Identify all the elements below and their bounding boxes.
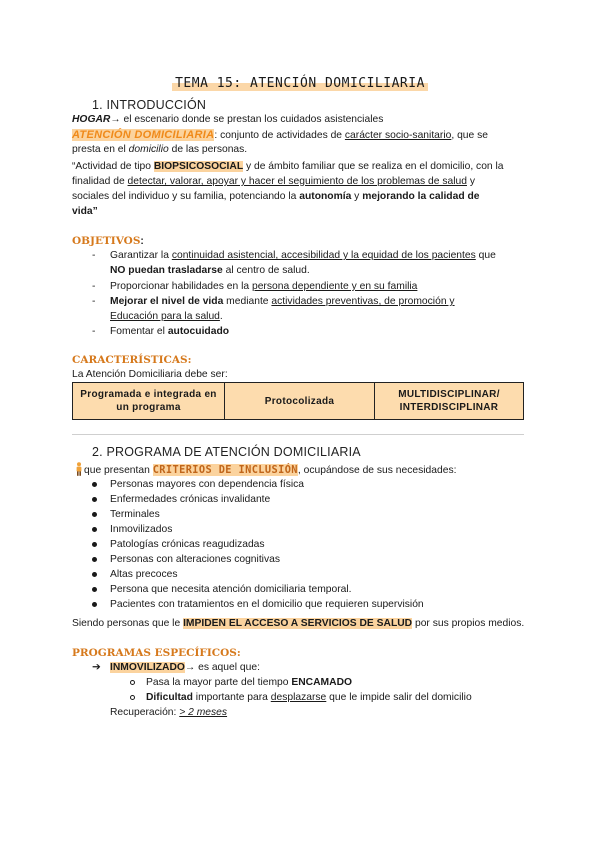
bullet-icon [92,587,97,592]
objetivo-item-1: Garantizar la continuidad asistencial, accesibilidad y la equidad de los pacientes que [110,250,496,261]
list-item-text: Altas precoces [110,569,178,580]
siendo-line: Siendo personas que le IMPIDEN EL ACCESO A SERVICIOS DE SALUD por sus propios medios. [72,618,525,629]
circle-bullet-icon [130,680,135,685]
objetivos-heading: OBJETIVOS: [72,235,144,247]
person-icon [74,462,84,476]
list-item-text: Personas mayores con dependencia física [110,479,305,490]
objetivo-item-1-cont: NO puedan trasladarse al centro de salud. [110,265,310,276]
sub-item-1: Pasa la mayor parte del tiempo ENCAMADO [146,677,353,688]
objetivo-item-4: Fomentar el autocuidado [110,326,230,337]
list-item [92,478,97,492]
table-cell: MULTIDISCIPLINAR/ INTERDISCIPLINAR [375,383,523,419]
hogar-line: HOGAR→ el escenario donde se prestan los cuidados asistenciales [72,114,384,125]
recuperacion-line: Recuperación: > 2 meses [110,707,228,718]
dash-marker: - [92,326,96,337]
objetivo-item-3-cont: Educación para la salud. [110,311,223,322]
list-item [92,598,97,612]
sub-list-item [130,676,135,690]
bullet-icon [92,557,97,562]
list-item-text: Enfermedades crónicas invalidante [110,494,271,505]
list-item [92,538,97,552]
inclusion-intro: que presentan CRITERIOS DE INCLUSIÓN, ocupándose de sus necesidades: [84,464,457,476]
bullet-icon [92,512,97,517]
caracteristicas-table [72,382,524,420]
page-title: TEMA 15: ATENCIÓN DOMICILIARIA [0,76,600,91]
list-item-text: Inmovilizados [110,524,173,535]
list-item-text: Patologías crónicas reagudizadas [110,539,265,550]
list-item [92,523,97,537]
list-item [92,568,97,582]
programas-heading: PROGRAMAS ESPECÍFICOS: [72,647,241,659]
bullet-icon [92,602,97,607]
sub-item-2: Dificultad importante para desplazarse que le impide salir del domicilio [146,692,472,703]
table-cell: Protocolizada [225,383,375,419]
quote-line1: “Actividad de tipo BIOPSICOSOCIAL y de ámbito familiar que se realiza en el domicilio, con la [72,161,504,172]
list-item [92,553,97,567]
objetivo-item-2: Proporcionar habilidades en la persona dependiente y en su familia [110,281,418,292]
bullet-icon [92,542,97,547]
list-item-text: Terminales [110,509,160,520]
sub-list-item [130,691,135,705]
list-item [92,493,97,507]
list-item-text: Persona que necesita atención domiciliaria temporal. [110,584,352,595]
dash-marker: - [92,250,96,261]
table-cell: Programada e integrada en un programa [73,383,225,419]
list-item [92,583,97,597]
objetivo-item-3: Mejorar el nivel de vida mediante actividades preventivas, de promoción y [110,296,455,307]
bullet-icon [92,497,97,502]
caracteristicas-heading: CARACTERÍSTICAS: [72,354,192,366]
bullet-icon [92,572,97,577]
atencion-definition-line2: presta en el domicilio de las personas. [72,144,248,155]
quote-line2: finalidad de detectar, valorar, apoyar y hacer el seguimiento de los problemas de salud y [72,176,475,187]
list-item-text: Pacientes con tratamientos en el domicilio que requieren supervisión [110,599,424,610]
list-item-text: Personas con alteraciones cognitivas [110,554,280,565]
dash-marker: - [92,296,96,307]
atencion-definition-line1: ATENCIÓN DOMICILIARIA: conjunto de actividades de carácter socio-sanitario, que se [72,129,488,141]
section-heading-programa: 2. PROGRAMA DE ATENCIÓN DOMICILIARIA [92,445,361,459]
arrow-icon: ➔ [92,662,101,673]
inmovilizado-line: INMOVILIZADO→ es aquel que: [110,662,260,673]
quote-line3: sociales del individuo y su familia, potenciando la autonomía y mejorando la calidad de [72,191,480,202]
divider [72,434,524,435]
circle-bullet-icon [130,695,135,700]
section-heading-introduccion: 1. INTRODUCCIÓN [92,98,207,112]
bullet-icon [92,527,97,532]
quote-line4: vida” [72,206,98,217]
dash-marker: - [92,281,96,292]
list-item [92,508,97,522]
caracteristicas-intro: La Atención Domiciliaria debe ser: [72,369,228,380]
bullet-icon [92,482,97,487]
